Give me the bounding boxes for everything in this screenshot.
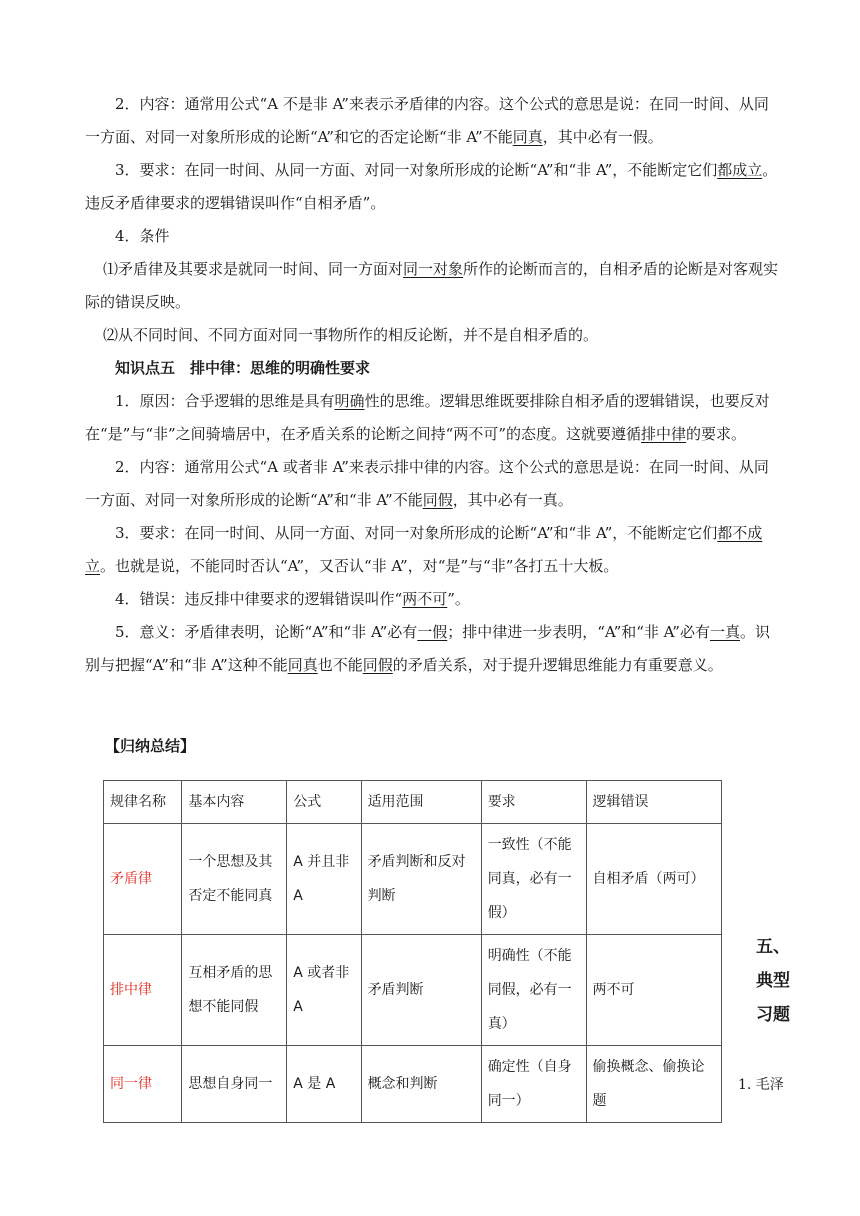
header-cell: 基本内容 <box>182 781 287 824</box>
header-cell: 规律名称 <box>104 781 182 824</box>
header-cell: 适用范围 <box>361 781 481 824</box>
scope-cell: 矛盾判断和反对判断 <box>361 824 481 935</box>
section-heading-excluded-middle: 知识点五 排中律：思维的明确性要求 <box>115 359 371 377</box>
header-cell: 公式 <box>287 781 361 824</box>
content-cell: 思想自身同一 <box>182 1046 287 1123</box>
requirement-cell: 一致性（不能同真，必有一假） <box>481 824 586 935</box>
table-row <box>104 824 722 935</box>
content-cell: 一个思想及其否定不能同真 <box>182 824 287 935</box>
paragraph-condition-2: ⑵从不同时间、不同方面对同一事物所作的相反论断，并不是自相矛盾的。 <box>103 326 599 344</box>
paragraph-condition-1: ⑴矛盾律及其要求是就同一时间、同一方面对同一对象所作的论断而言的，自相矛盾的论断是对客观实际的错误反映。 <box>85 260 779 311</box>
paragraph-excluded-middle-error: 4．错误：违反排中律要求的逻辑错误叫作“两不可”。 <box>115 590 470 608</box>
header-cell: 要求 <box>481 781 586 824</box>
formula-cell: A 是 A <box>287 1046 361 1123</box>
section-title-typical-exercises: 五、典型习题 <box>756 937 790 1025</box>
paragraph-excluded-middle-reason: 1．原因：合乎逻辑的思维是具有明确性的思维。逻辑思维既要排除自相矛盾的逻辑错误，也要反对在“是”与“非”之间骑墙居中，在矛盾关系的论断之间持“两不可”的态度。这就要遵循排中律的要求。 <box>85 392 770 443</box>
formula-cell: A 或者非 A <box>287 935 361 1046</box>
content-cell: 互相矛盾的思想不能同假 <box>182 935 287 1046</box>
table-header-row <box>104 781 722 824</box>
paragraph-conditions: 4．条件 <box>115 227 170 245</box>
exercise-fragment: 1. 毛泽 <box>738 1077 784 1093</box>
law-name-cell: 矛盾律 <box>104 824 182 935</box>
law-name-cell: 排中律 <box>104 935 182 1046</box>
header-cell: 逻辑错误 <box>586 781 721 824</box>
law-name-cell: 同一律 <box>104 1046 182 1123</box>
error-cell: 自相矛盾（两可） <box>586 824 721 935</box>
paragraph-excluded-middle-requirement: 3．要求：在同一时间、从同一方面、对同一对象所形成的论断“A”和“非 A”，不能断定它们都不成立。也就是说，不能同时否认“A”，又否认“非 A”，对“是”与“非”各打五十大板。 <box>85 524 763 575</box>
scope-cell: 概念和判断 <box>361 1046 481 1123</box>
table-row <box>104 1046 722 1123</box>
formula-cell: A 并且非 A <box>287 824 361 935</box>
paragraph-contradiction-content: 2．内容：通常用公式“A 不是非 A”来表示矛盾律的内容。这个公式的意思是说：在同一时间、从同一方面、对同一对象所形成的论断“A”和它的否定论断“非 A”不能同真，其中必有一假。 <box>85 95 769 146</box>
table-row <box>104 935 722 1046</box>
scope-cell: 矛盾判断 <box>361 935 481 1046</box>
paragraph-excluded-middle-content: 2．内容：通常用公式“A 或者非 A”来表示排中律的内容。这个公式的意思是说：在同一时间、从同一方面、对同一对象所形成的论断“A”和“非 A”不能同假，其中必有一真。 <box>85 458 769 509</box>
paragraph-significance: 5．意义：矛盾律表明，论断“A”和“非 A”必有一假；排中律进一步表明，“A”和“非 A”必有一真。识别与把握“A”和“非 A”这种不能同真也不能同假的矛盾关系，对于提升逻辑思维能力有重要意义。 <box>85 623 770 674</box>
paragraph-contradiction-requirement: 3．要求：在同一时间、从同一方面、对同一对象所形成的论断“A”和“非 A”，不能断定它们都成立。违反矛盾律要求的逻辑错误叫作“自相矛盾”。 <box>85 161 778 212</box>
summary-title: 【归纳总结】 <box>105 737 196 755</box>
summary-table <box>103 780 722 1123</box>
error-cell: 偷换概念、偷换论题 <box>586 1046 721 1123</box>
requirement-cell: 确定性（自身同一） <box>481 1046 586 1123</box>
requirement-cell: 明确性（不能同假，必有一真） <box>481 935 586 1046</box>
error-cell: 两不可 <box>586 935 721 1046</box>
